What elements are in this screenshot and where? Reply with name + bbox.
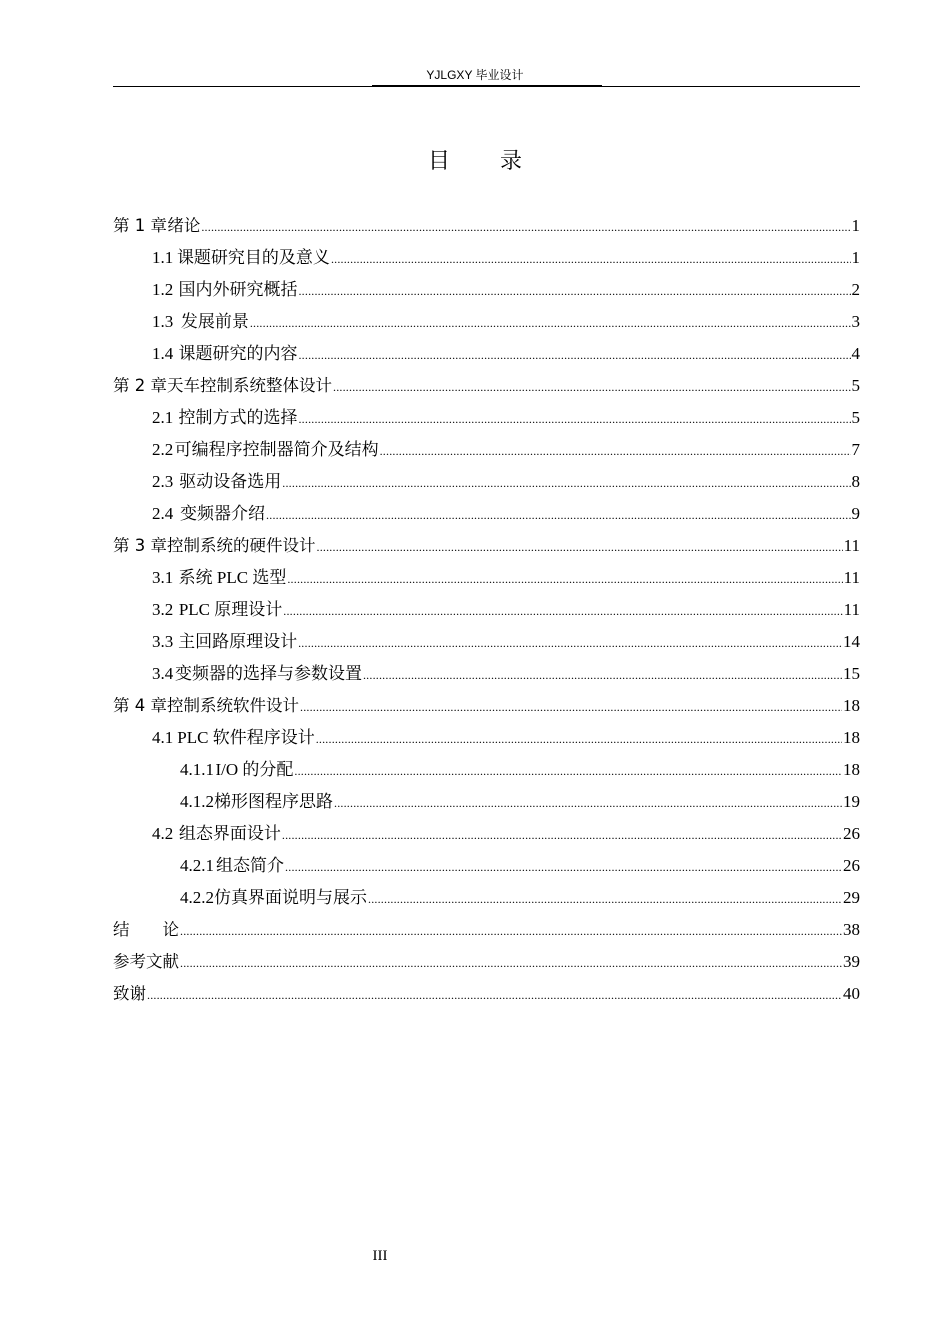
toc-leader-dots — [283, 595, 842, 627]
toc-entry-number: 第 1 章 — [113, 216, 167, 235]
toc-entry-number: 3.2 — [152, 600, 174, 619]
toc-entry-label: 变频器介绍 — [180, 504, 266, 523]
toc-entry-label: 天车控制系统整体设计 — [167, 376, 332, 395]
toc-leader-dots — [380, 435, 851, 467]
toc-entry-number: 1.4 — [152, 344, 174, 363]
toc-leader-dots — [285, 851, 842, 883]
toc-entry-label: 可编程序控制器简介及结构 — [174, 440, 379, 459]
toc-entry[interactable] — [113, 850, 860, 882]
toc-entry[interactable] — [113, 370, 860, 402]
toc-entry-page: 26 — [843, 856, 860, 875]
table-of-contents — [113, 210, 860, 1010]
toc-entry-page: 2 — [851, 280, 860, 299]
toc-leader-dots — [294, 755, 842, 787]
toc-leader-dots — [298, 275, 850, 307]
toc-entry[interactable] — [113, 306, 860, 338]
toc-entry-number: 3.1 — [152, 568, 174, 587]
toc-entry-page: 7 — [851, 440, 860, 459]
toc-leader-dots — [287, 563, 842, 595]
toc-leader-dots — [180, 947, 842, 979]
toc-entry-number: 2.3 — [152, 472, 174, 491]
toc-leader-dots — [298, 339, 850, 371]
toc-entry[interactable] — [113, 210, 860, 242]
toc-entry[interactable] — [113, 754, 860, 786]
toc-leader-dots — [298, 627, 842, 659]
toc-entry-number: 第 2 章 — [113, 376, 167, 395]
toc-entry-number: 1.2 — [152, 280, 174, 299]
toc-entry-label: 控制系统软件设计 — [167, 696, 299, 715]
toc-entry-number: 第 3 章 — [113, 536, 167, 555]
toc-entry[interactable] — [113, 338, 860, 370]
toc-leader-dots — [180, 915, 842, 947]
toc-entry[interactable] — [113, 402, 860, 434]
toc-entry-label: 课题研究的内容 — [178, 344, 298, 363]
toc-leader-dots — [363, 659, 842, 691]
toc-entry-label: 参考文献 — [113, 952, 179, 971]
toc-leader-dots — [300, 691, 842, 723]
toc-entry-number: 2.2 — [152, 440, 174, 459]
toc-entry-label: 主回路原理设计 — [178, 632, 298, 651]
toc-entry-label: 结 论 — [113, 920, 179, 939]
toc-leader-dots — [331, 243, 851, 275]
toc-entry-page: 18 — [843, 760, 860, 779]
toc-entry-label: 发展前景 — [180, 312, 249, 331]
toc-entry-page: 40 — [843, 984, 860, 1003]
toc-leader-dots — [334, 787, 842, 819]
toc-entry-page: 11 — [843, 600, 860, 619]
toc-entry-number: 第 4 章 — [113, 696, 167, 715]
toc-entry[interactable] — [113, 466, 860, 498]
toc-entry-number: 3.3 — [152, 632, 174, 651]
toc-leader-dots — [298, 403, 850, 435]
toc-entry-page: 11 — [843, 568, 860, 587]
toc-entry-page: 18 — [843, 696, 860, 715]
toc-entry-label: 致谢 — [113, 984, 146, 1003]
toc-leader-dots — [317, 531, 843, 563]
toc-entry-page: 18 — [843, 728, 860, 747]
toc-entry-page: 5 — [851, 376, 860, 395]
toc-entry[interactable] — [113, 530, 860, 562]
toc-entry-number: 4.1.1 — [180, 760, 214, 779]
toc-entry-page: 1 — [851, 216, 860, 235]
running-header: YJLGXY 毕业设计 — [426, 68, 524, 82]
toc-entry-page: 38 — [843, 920, 860, 939]
page-number: III — [372, 1248, 388, 1264]
toc-entry-page: 14 — [843, 632, 860, 651]
toc-entry-number: 4.2.2 — [180, 888, 214, 907]
toc-entry-page: 19 — [843, 792, 860, 811]
toc-entry[interactable] — [113, 242, 860, 274]
toc-entry-page: 5 — [851, 408, 860, 427]
toc-entry-label: 梯形图程序思路 — [214, 792, 333, 811]
toc-entry-label: 国内外研究概括 — [178, 280, 298, 299]
toc-leader-dots — [201, 211, 850, 243]
toc-entry[interactable] — [113, 594, 860, 626]
toc-entry-label: 系统 PLC 选型 — [178, 568, 287, 587]
toc-entry-label: 变频器的选择与参数设置 — [174, 664, 362, 683]
toc-entry[interactable] — [113, 786, 860, 818]
toc-entry-label: 控制系统的硬件设计 — [167, 536, 316, 555]
toc-entry-page: 39 — [843, 952, 860, 971]
toc-entry[interactable] — [113, 978, 860, 1010]
toc-leader-dots — [250, 307, 851, 339]
toc-entry-label: 绪论 — [167, 216, 201, 235]
toc-entry-page: 11 — [843, 536, 860, 555]
toc-entry-label: 组态简介 — [216, 856, 285, 875]
toc-entry-label: 仿真界面说明与展示 — [214, 888, 367, 907]
toc-entry[interactable] — [113, 434, 860, 466]
toc-entry[interactable] — [113, 274, 860, 306]
toc-entry-number: 1.3 — [152, 312, 174, 331]
toc-entry-page: 3 — [851, 312, 860, 331]
toc-entry-number: 4.2.1 — [180, 856, 214, 875]
toc-leader-dots — [282, 467, 850, 499]
toc-entry-number: 3.4 — [152, 664, 174, 683]
toc-entry[interactable] — [113, 626, 860, 658]
toc-entry-number: 2.4 — [152, 504, 174, 523]
toc-entry-page: 8 — [851, 472, 860, 491]
toc-entry-label: 课题研究目的及意义 — [176, 248, 330, 267]
toc-leader-dots — [333, 371, 851, 403]
toc-entry-number: 1.1 — [152, 248, 174, 267]
toc-entry-label: 组态界面设计 — [178, 824, 281, 843]
toc-entry[interactable] — [113, 658, 860, 690]
toc-entry-page: 4 — [851, 344, 860, 363]
toc-entry[interactable] — [113, 946, 860, 978]
toc-title-char-2: 录 — [500, 149, 523, 174]
toc-leader-dots — [266, 499, 850, 531]
toc-entry[interactable] — [113, 818, 860, 850]
toc-entry-label: 驱动设备选用 — [179, 472, 282, 491]
toc-entry[interactable] — [113, 690, 860, 722]
toc-entry-number: 2.1 — [152, 408, 174, 427]
toc-entry-page: 29 — [843, 888, 860, 907]
toc-entry-page: 9 — [851, 504, 860, 523]
toc-entry-label: I/O 的分配 — [215, 760, 294, 779]
toc-entry[interactable] — [113, 882, 860, 914]
toc-entry-number: 4.1 — [152, 728, 174, 747]
toc-entry-label: PLC 原理设计 — [178, 600, 283, 619]
toc-entry-page: 15 — [843, 664, 860, 683]
toc-title — [0, 146, 950, 178]
toc-title-char-1: 目 — [427, 149, 450, 174]
toc-entry-page: 1 — [851, 248, 860, 267]
toc-entry[interactable] — [113, 562, 860, 594]
toc-leader-dots — [147, 979, 842, 1011]
toc-entry-number: 4.1.2 — [180, 792, 214, 811]
toc-entry[interactable] — [113, 914, 860, 946]
toc-entry-label: PLC 软件程序设计 — [177, 728, 315, 747]
toc-leader-dots — [282, 819, 842, 851]
toc-leader-dots — [368, 883, 842, 915]
toc-leader-dots — [316, 723, 842, 755]
toc-entry[interactable] — [113, 498, 860, 530]
toc-entry-label: 控制方式的选择 — [178, 408, 298, 427]
toc-entry[interactable] — [113, 722, 860, 754]
header-rule-accent — [372, 85, 602, 87]
toc-entry-number: 4.2 — [152, 824, 174, 843]
toc-entry-page: 26 — [843, 824, 860, 843]
